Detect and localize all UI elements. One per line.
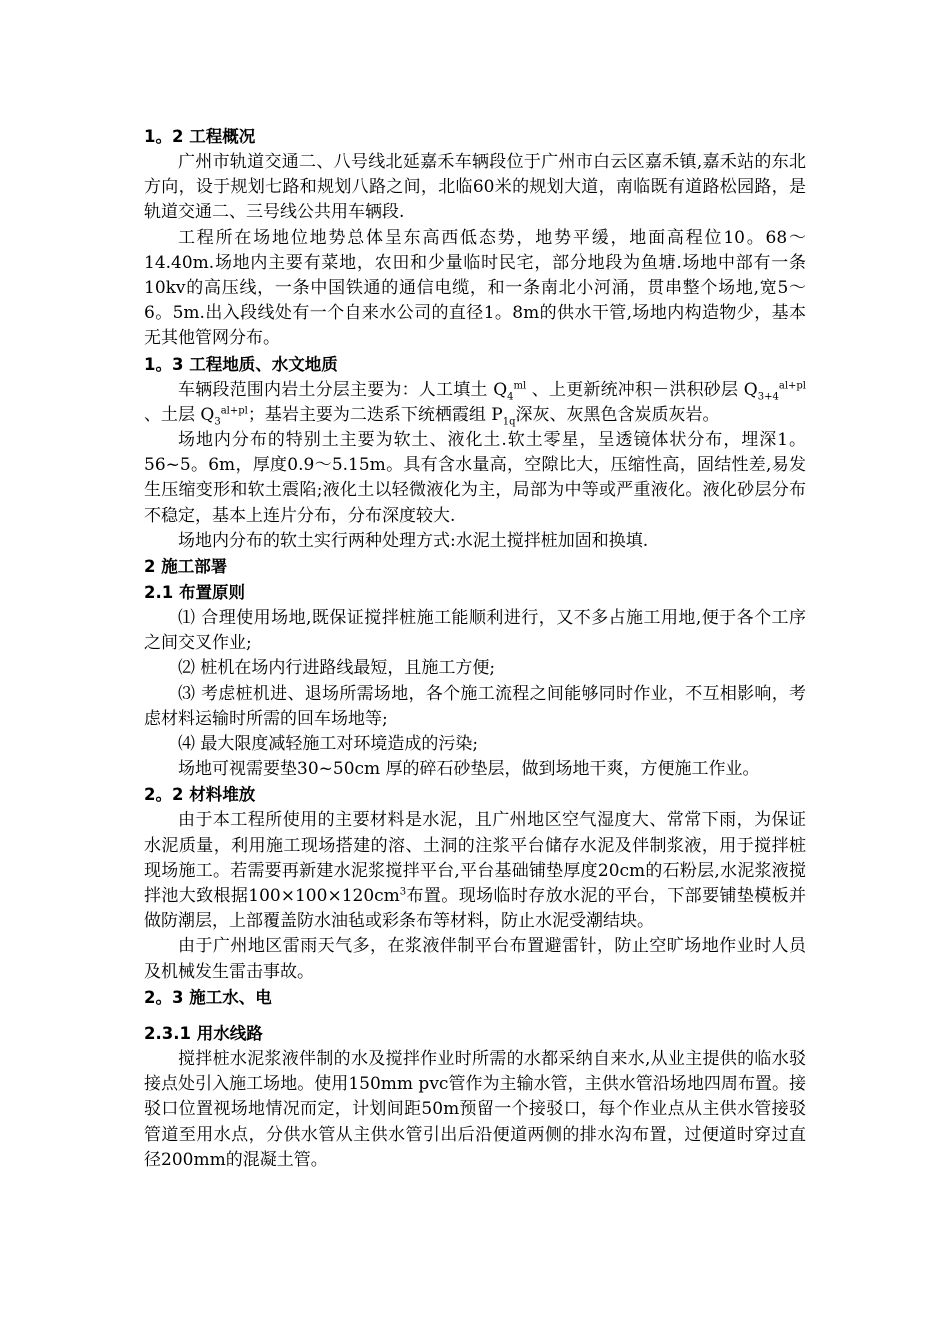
heading-2-3-1: 2.3.1 用水线路 [144,1023,263,1043]
paragraph-overview-2: 工程所在场地位地势总体呈东高西低态势，地势平缓，地面高程位10。68～14.40m.场地内主要有菜地，农田和少量临时民宅，部分地段为鱼塘.场地中部有一条10kv的高压线，一条中国铁通的通信电缆，和一条南北小河涌，贯串整个场地,宽5～6。5m.出入段线处有一个自来水公司的直径1。8m的供水干管,场地内构造物少，基本无其他管网分布。 [144,227,806,349]
material-text-b: 布置。现场临时存放水泥的平台，下部要铺垫模板并做防潮层，上部覆盖防水油毡或彩条布等材料，防止水泥受潮结块。 [144,886,806,932]
paragraph-material-2: 由于广州地区雷雨天气多，在浆液伴制平台布置避雷针，防止空旷场地作业时人员及机械发生雷击事故。 [144,936,806,982]
q4-subscript: 4 [507,391,514,403]
spacer [144,1011,806,1021]
geology-text-b: 、上更新统冲积－洪积砂层 Q [526,379,758,400]
heading-1-3: 1。3 工程地质、水文地质 [144,354,338,374]
geology-text-e: 深灰、灰黑色含炭质灰岩。 [515,404,720,425]
paragraph-geology-3: 场地内分布的软土实行两种处理方式:水泥土搅拌桩加固和换填. [178,530,649,551]
paragraph-water-1: 搅拌桩水泥浆液伴制的水及搅拌作业时所需的水都采纳自来水,从业主提供的临水驳接点处引入施工场地。使用150mm pvc管作为主输水管，主供水管沿场地四周布置。接驳口位置视场地情况而定，计划间距50m预留一个接驳口，每个作业点从主供水管接驳管道至用水点，分供水管从主供水管引出后沿便道两侧的排水沟布置，过便道时穿过直径200mm的混凝土管。 [144,1048,806,1170]
p1q-subscript: 1q [502,416,516,428]
paragraph-material-1 [144,808,806,934]
list-item-principle-1: ⑴ 合理使用场地,既保证搅拌桩施工能顺利进行，又不多占施工用地,便于各个工序之间交叉作业; [144,608,806,654]
paragraph-geology-1 [144,378,806,428]
q34-subscript: 3+4 [757,391,779,403]
heading-2-2: 2。2 材料堆放 [144,785,256,805]
list-item-principle-2: ⑵ 桩机在场内行进路线最短，且施工方便; [178,658,496,679]
cubic-superscript: 3 [399,886,407,898]
q34-superscript: al+pl [778,379,806,391]
geology-text-c: 、土层 Q [144,404,215,425]
heading-2-3: 2。3 施工水、电 [144,987,272,1007]
heading-1-2: 1。2 工程概况 [144,127,256,146]
paragraph-site-cushion: 场地可视需要垫30~50cm 厚的碎石砂垫层，做到场地干爽，方便施工作业。 [178,759,760,780]
paragraph-geology-2: 场地内分布的特别土主要为软土、液化土.软土零星，呈透镜体状分布，埋深1。56~5。6m，厚度0.9～5.15m。具有含水量高，空隙比大，压缩性高，固结性差,易发生压缩变形和软土震陷;液化土以轻微液化为主，局部为中等或严重液化。液化砂层分布不稳定，基本上连片分布，分布深度较大. [144,430,806,526]
heading-2-1: 2.1 布置原则 [144,583,245,603]
q3-subscript: 3 [214,416,221,428]
geology-text-a: 车辆段范围内岩土分层主要为：人工填土 Q [178,379,508,400]
q3-superscript: al+pl [220,405,248,417]
heading-2: 2 施工部署 [144,557,228,577]
list-item-principle-3: ⑶ 考虑桩机进、退场所需场地，各个施工流程之间能够同时作业，不互相影响，考虑材料运输时所需的回车场地等; [144,683,806,729]
paragraph-overview-1: 广州市轨道交通二、八号线北延嘉禾车辆段位于广州市白云区嘉禾镇,嘉禾站的东北方向，设于规划七路和规划八路之间，北临60米的规划大道，南临既有道路松园路，是轨道交通二、三号线公共用车辆段. [144,152,806,223]
list-item-principle-4: ⑷ 最大限度减轻施工对环境造成的污染; [178,734,479,755]
q4-superscript: ml [513,379,527,391]
document-body [144,124,806,1173]
geology-text-d: ；基岩主要为二迭系下统栖霞组 P [247,404,503,425]
material-text-a: 由于本工程所使用的主要材料是水泥，且广州地区空气湿度大、常常下雨，为保证水泥质量，利用施工现场搭建的溶、土洞的注浆平台储存水泥及伴制浆液，用于搅拌桩现场施工。若需要再新建水泥浆搅拌平台,平台基础铺垫厚度20cm的石粉层,水泥浆液搅拌池大致根据100×100×120cm [144,810,806,907]
